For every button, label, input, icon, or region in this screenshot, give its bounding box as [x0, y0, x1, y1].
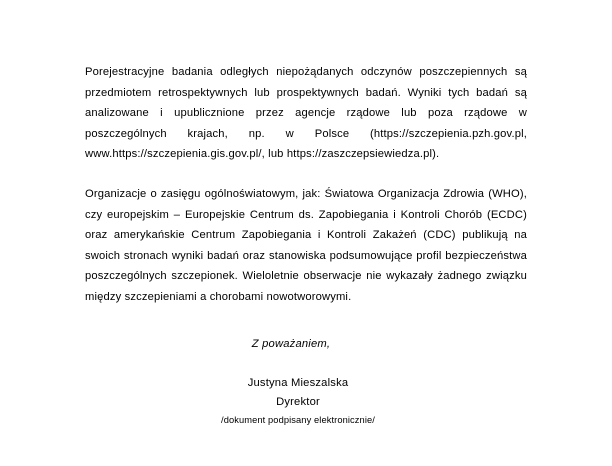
- document-body: [85, 62, 527, 429]
- paragraph-2: Organizacje o zasięgu ogólnoświatowym, jak: Światowa Organizacja Zdrowia (WHO), czy europejskim – Europejskie Centrum ds. Zapobiegania i Kontroli Chorób (ECDC) oraz amerykańskie Centrum Zapobiegania i Kontroli Zakażeń (CDC) publikują na swoich stronach wyniki badań oraz stanowiska podsumowujące profil bezpieczeństwa poszczególnych szczepionek. Wieloletnie obserwacje nie wykazały żadnego związku między szczepieniami a chorobami nowotworowymi.: [85, 187, 527, 303]
- closing-line: Z poważaniem,: [251, 337, 331, 350]
- paragraph-1: Porejestracyjne badania odległych niepożądanych odczynów poszczepiennych są przedmiotem retrospektywnych lub prospektywnych badań. Wyniki tych badań są analizowane i upublicznione przez agencje rządowe lub poza rządowe w poszczególnych krajach, np. w Polsce (https://szczepienia.pzh.gov.pl, www.https://szczepienia.gis.gov.pl/, lub https://zaszczepsiewiedza.pl).: [85, 66, 527, 161]
- signature-name: Justyna Mieszalska: [247, 376, 349, 389]
- signature-note: /dokument podpisany elektronicznie/: [221, 414, 375, 425]
- signature-title: Dyrektor: [276, 395, 320, 408]
- signature-block: [85, 374, 527, 429]
